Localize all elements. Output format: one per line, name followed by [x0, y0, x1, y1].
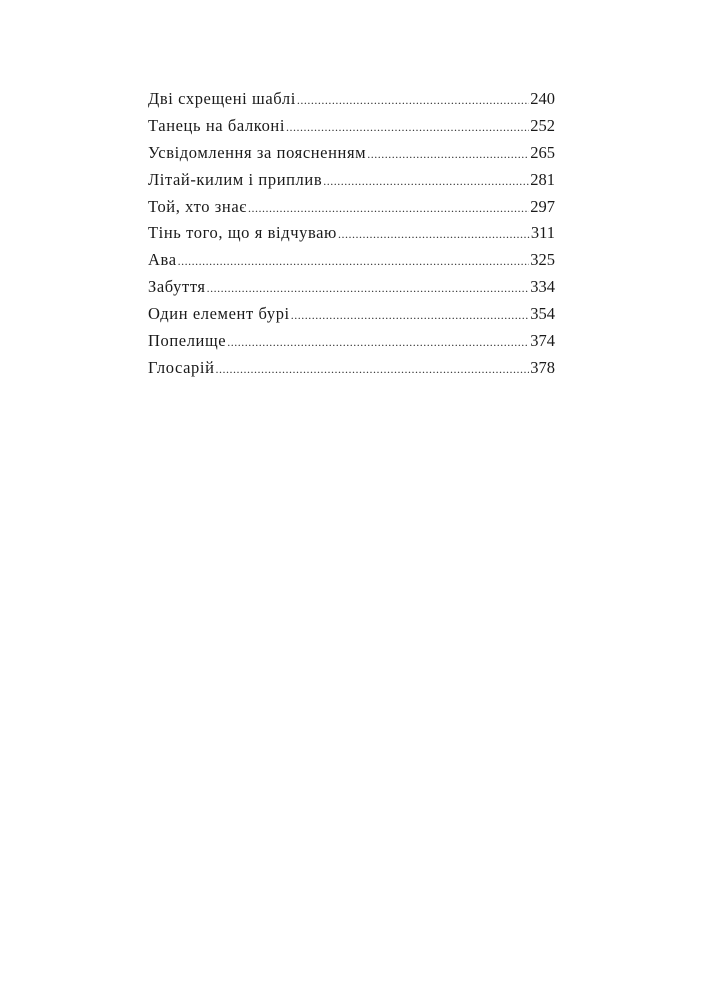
- toc-entry-page: 334: [530, 277, 555, 297]
- toc-entry: [148, 274, 555, 301]
- dot-leader: [207, 275, 530, 302]
- toc-entry: [148, 140, 555, 167]
- toc-entry: [148, 86, 555, 113]
- toc-entry: [148, 247, 555, 274]
- toc-entry-page: 354: [530, 304, 555, 324]
- toc-entry-page: 297: [530, 196, 555, 216]
- toc-entry-title: Попелище: [148, 331, 227, 351]
- dot-leader: [297, 87, 529, 114]
- toc-entry: [148, 167, 555, 194]
- toc-entry-page: 252: [530, 115, 555, 135]
- dot-leader: [248, 195, 529, 222]
- toc-entry-page: 378: [530, 357, 555, 377]
- toc-entry-title: Танець на балконі: [148, 115, 286, 135]
- toc-entry: [148, 220, 555, 247]
- dot-leader: [291, 302, 530, 329]
- toc-entry: [148, 113, 555, 140]
- dot-leader: [216, 356, 530, 383]
- toc-entry-title: Дві схрещені шаблі: [148, 89, 296, 108]
- toc-entry-title: Ава: [148, 250, 177, 270]
- toc-entry: [148, 328, 555, 355]
- toc-entry-title: Один елемент бурі: [148, 304, 290, 324]
- toc-entry-page: 240: [530, 89, 555, 108]
- toc-entry: [148, 355, 555, 382]
- toc-entry: [148, 194, 555, 221]
- toc-entry-page: 325: [530, 250, 555, 270]
- dot-leader: [178, 248, 530, 275]
- toc-entry-title: Тінь того, що я відчуваю: [148, 223, 337, 243]
- toc-entry-page: 265: [530, 142, 555, 162]
- dot-leader: [227, 329, 529, 356]
- toc-entry-page: 311: [530, 223, 555, 243]
- toc-entry: [148, 301, 555, 328]
- dot-leader: [338, 221, 530, 248]
- dot-leader: [323, 168, 529, 195]
- toc-entry-title: Забуття: [148, 277, 206, 297]
- toc-entry-title: Глосарій: [148, 357, 215, 377]
- dot-leader: [286, 114, 529, 141]
- toc-entry-page: 281: [530, 169, 555, 189]
- toc-entry-title: Той, хто знає: [148, 196, 247, 216]
- table-of-contents: [148, 86, 555, 382]
- toc-entry-title: Усвідомлення за поясненням: [148, 142, 367, 162]
- toc-entry-title: Літай-килим і приплив: [148, 169, 323, 189]
- dot-leader: [367, 141, 529, 168]
- toc-entry-page: 374: [530, 331, 555, 351]
